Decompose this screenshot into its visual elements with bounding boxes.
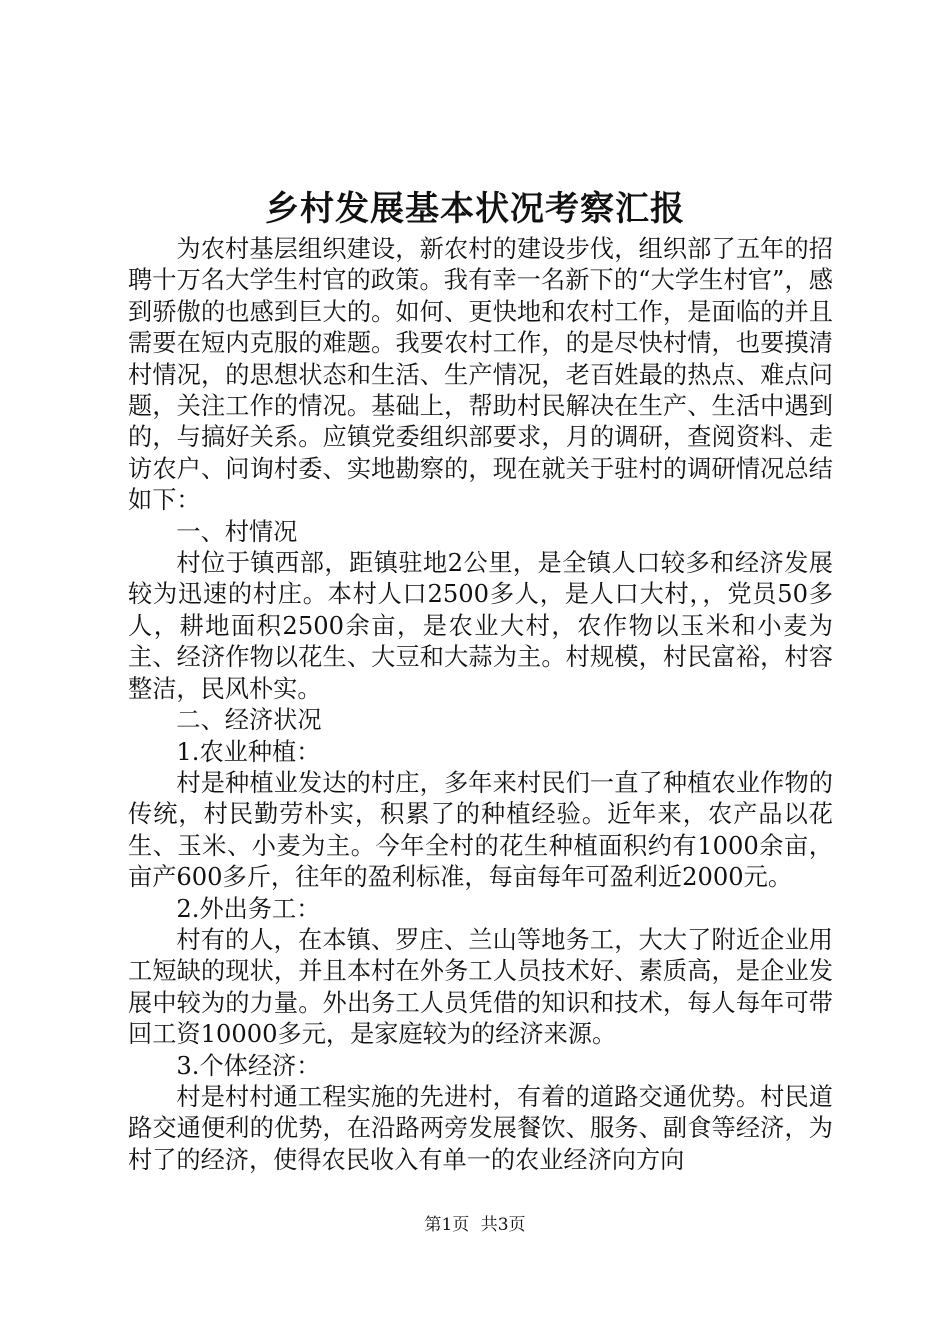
- page-number: 第1页: [424, 1215, 470, 1235]
- page-total: 共3页: [480, 1215, 526, 1235]
- paragraph-migrant-work: 村有的人，在本镇、罗庄、兰山等地务工，大大了附近企业用工短缺的现状，并且本村在外务工人员技术好、素质高，是企业发展中较为的力量。外出务工人员凭借的知识和技术，每人每年可带回工资10000多元，是家庭较为的经济来源。: [128, 925, 833, 1049]
- paragraph-village: 村位于镇西部，距镇驻地2公里，是全镇人口较多和经济发展较为迅速的村庄。本村人口2500多人，是人口大村，，党员50多人，耕地面积2500余亩，是农业大村，农作物以玉米和小麦为主、经济作物以花生、大豆和大蒜为主。村规模，村民富裕，村容整洁，民风朴实。: [128, 549, 833, 703]
- subheading-agriculture: 1.农业种植：: [176, 737, 321, 766]
- paragraph-private-economy: 村是村村通工程实施的先进村，有着的道路交通优势。村民道路交通便利的优势，在沿路两旁发展餐饮、服务、副食等经济，为村了的经济，使得农民收入有单一的农业经济向方向: [128, 1082, 833, 1174]
- section-heading-economy: 二、经济状况: [176, 706, 322, 735]
- section-heading-village: 一、村情况: [176, 517, 298, 546]
- document-body: [128, 234, 833, 1176]
- subheading-private-economy: 3.个体经济：: [176, 1051, 321, 1080]
- paragraph-agriculture: 村是种植业发达的村庄，多年来村民们一直了种植农业作物的传统，村民勤劳朴实，积累了的种植经验。近年来，农产品以花生、玉米、小麦为主。今年全村的花生种植面积约有1000余亩，亩产600多斤，往年的盈利标准，每亩每年可盈利近2000元。: [128, 768, 833, 892]
- subheading-migrant-work: 2.外出务工：: [176, 894, 321, 923]
- document-title: 乡村发展基本状况考察汇报: [265, 189, 685, 229]
- page-footer: [0, 1213, 950, 1237]
- paragraph-intro: 为农村基层组织建设，新农村的建设步伐，组织部了五年的招聘十万名大学生村官的政策。我有幸一名新下的“大学生村官”，感到骄傲的也感到巨大的。如何、更快地和农村工作，是面临的并且需要在短内克服的难题。我要农村工作，的是尽快村情，也要摸清村情况，的思想状态和生活、生产情况，老百姓最的热点、难点问题，关注工作的情况。基础上，帮助村民解决在生产、生活中遇到的，与搞好关系。应镇党委组织部要求，月的调研，查阅资料、走访农户、问询村委、实地勘察的，现在就关于驻村的调研情况总结如下：: [128, 235, 833, 515]
